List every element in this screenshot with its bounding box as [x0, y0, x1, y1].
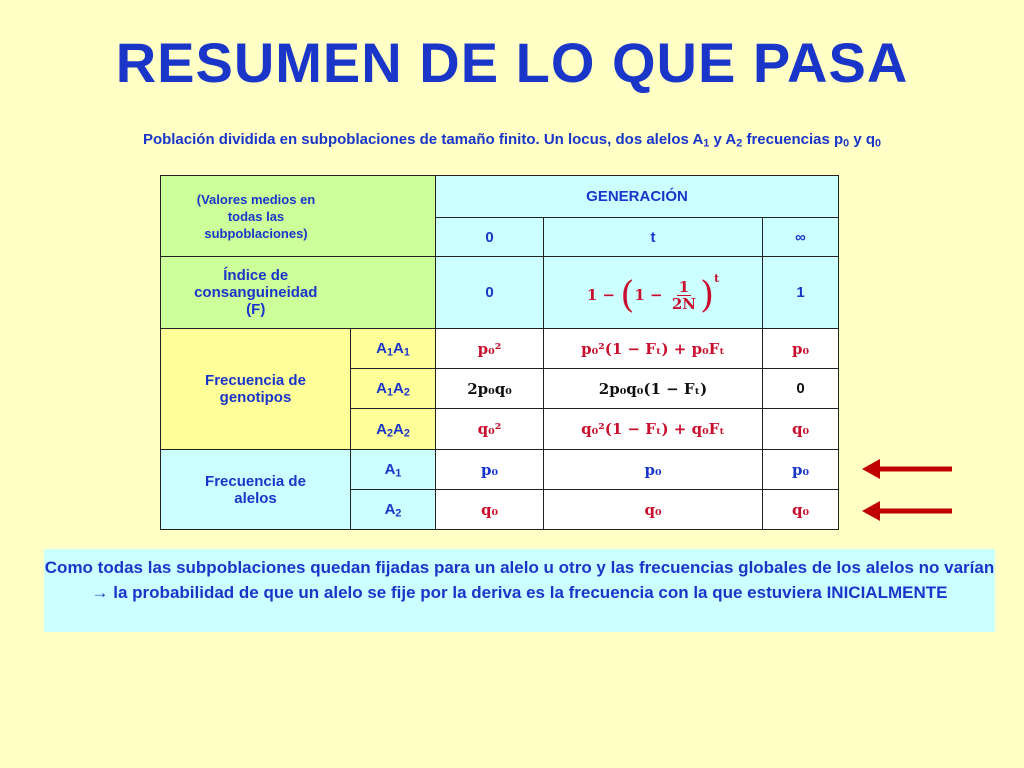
inbreeding-gen-t: 1 − (1 − $\frac{1}{2N}$ )$^t$	[544, 257, 763, 329]
inbreeding-label: Índice de consanguineidad (F)	[161, 257, 351, 329]
a1a2-gen-t: 2p₀q₀(1 − Fₜ)	[544, 369, 763, 409]
corner-note: (Valores medios en todas las subpoblaciones)	[161, 176, 436, 257]
subtitle: Población dividida en subpoblaciones de tamaño finito. Un locus, dos alelos $A_1$ y $A_2$ frecuencias $p_0$ y $q_0$	[142, 131, 882, 150]
a2a2-gen-inf: q₀	[763, 409, 839, 450]
a1a2-gen-0: 2p₀q₀	[436, 369, 544, 409]
a1-gen-t: p₀	[544, 450, 763, 490]
genotype-a1a2: $A_1A_2$	[351, 369, 436, 409]
a2a2-gen-t: q₀²(1 − Fₜ) + q₀Fₜ	[544, 409, 763, 450]
genotype-a1a1: $A_1A_1$	[351, 329, 436, 369]
a1-gen-0: p₀	[436, 450, 544, 490]
inbreeding-gen-0: 0	[436, 257, 544, 329]
generation-header: GENERACIÓN	[436, 176, 839, 218]
arrow-left-icon	[862, 498, 954, 524]
arrow-left-icon	[862, 456, 954, 482]
summary-table	[160, 175, 839, 530]
a1-gen-inf: p₀	[763, 450, 839, 490]
a2-gen-t: q₀	[544, 490, 763, 530]
page-title: RESUMEN DE LO QUE PASA	[115, 31, 909, 94]
a1a1-gen-inf: p₀	[763, 329, 839, 369]
genotype-freq-label: Frecuencia de genotipos	[161, 329, 351, 450]
allele-a1: $A_1$	[351, 450, 436, 490]
allele-freq-label: Frecuencia de alelos	[161, 450, 351, 530]
col-gen-0: 0	[436, 218, 544, 257]
inbreeding-gen-inf: 1	[763, 257, 839, 329]
a1a1-gen-t: p₀²(1 − Fₜ) + p₀Fₜ	[544, 329, 763, 369]
a1a2-gen-inf: 0	[763, 369, 839, 409]
a1a1-gen-0: p₀²	[436, 329, 544, 369]
allele-a2: $A_2$	[351, 490, 436, 530]
col-gen-t: t	[544, 218, 763, 257]
genotype-a2a2: $A_2A_2$	[351, 409, 436, 450]
conclusion-note: Como todas las subpoblaciones quedan fijadas para un alelo u otro y las frecuencias globales de los alelos no varían → la probabilidad de que un alelo se fije por la deriva es la frecuencia con la que estuviera INICIALMENTE	[44, 549, 995, 632]
col-gen-inf: ∞	[763, 218, 839, 257]
a2-gen-0: q₀	[436, 490, 544, 530]
a2-gen-inf: q₀	[763, 490, 839, 530]
inbreeding-spacer	[351, 257, 436, 329]
a2a2-gen-0: q₀²	[436, 409, 544, 450]
